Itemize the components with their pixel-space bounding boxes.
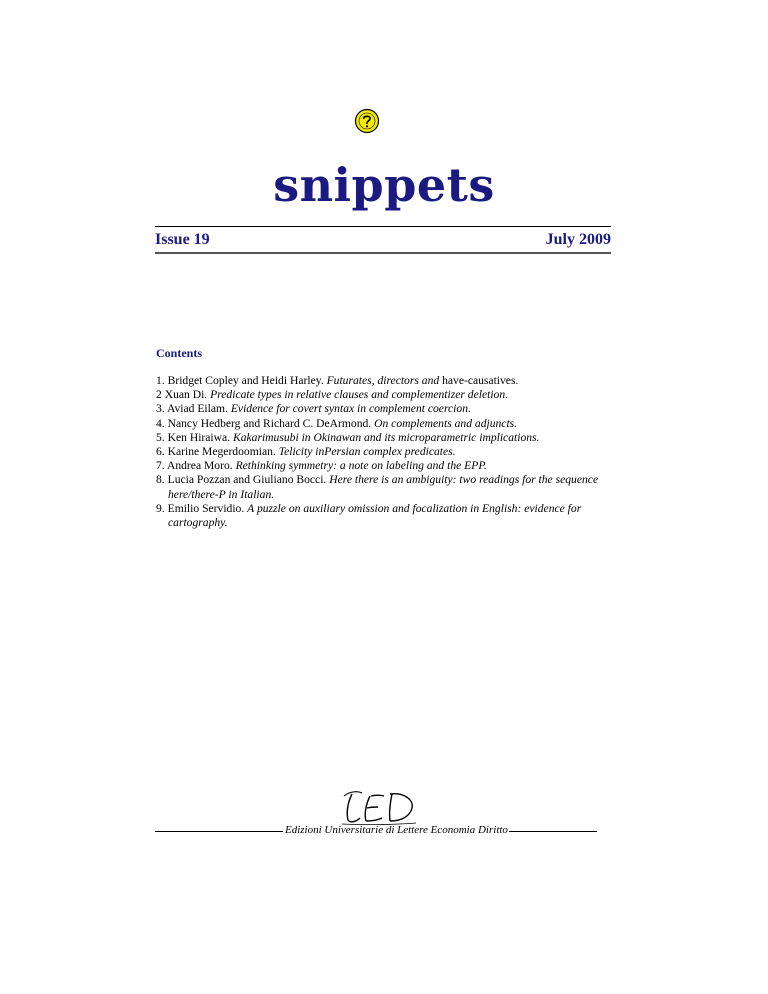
item-authors: Ken Hiraiwa. xyxy=(167,430,231,444)
contents-item xyxy=(156,502,616,530)
issue-date: July 2009 xyxy=(545,231,611,248)
item-title-extra: have-causatives. xyxy=(442,374,519,387)
item-title: A puzzle on auxiliary omission and focalization in English: evidence for cartography. xyxy=(168,501,582,530)
contents-item xyxy=(156,388,616,402)
item-number: 9. xyxy=(156,501,165,515)
publisher-rule-left xyxy=(155,831,283,832)
contents-item xyxy=(156,374,616,388)
item-number: 5. xyxy=(156,430,165,444)
item-authors: Bridget Copley and Heidi Harley. xyxy=(167,374,324,387)
led-logo xyxy=(340,788,420,828)
contents-item xyxy=(156,402,616,416)
item-title: Futurates, directors and xyxy=(326,374,440,387)
issue-bar xyxy=(155,226,611,254)
item-number: 4. xyxy=(156,416,165,430)
item-number: 1. xyxy=(156,374,165,387)
publisher-block xyxy=(155,788,597,848)
contents-item xyxy=(156,417,616,431)
item-title: Evidence for covert syntax in complement coercion. xyxy=(230,402,471,416)
item-authors: Xuan Di. xyxy=(164,388,208,402)
journal-title: snippets xyxy=(273,158,495,212)
question-mark-icon xyxy=(354,108,380,134)
item-authors: Aviad Eilam. xyxy=(166,402,228,416)
item-title: Here there is an ambiguity: two readings for the sequence here/there-P in Italian. xyxy=(168,473,599,501)
issue-number: Issue 19 xyxy=(155,231,210,248)
contents-item xyxy=(156,431,616,445)
contents-heading: Contents xyxy=(156,346,203,360)
contents-item xyxy=(156,459,616,473)
item-authors: Lucia Pozzan and Giuliano Bocci. xyxy=(167,473,327,487)
item-title: Kakarimusubi in Okinawan and its microparametric implications. xyxy=(232,430,540,444)
item-authors: Andrea Moro. xyxy=(166,459,233,473)
publisher-name: Edizioni Universitarie di Lettere Economia Diritto xyxy=(285,824,508,836)
item-number: 6. xyxy=(156,445,165,459)
item-authors: Karine Megerdoomian. xyxy=(167,445,276,459)
item-authors: Nancy Hedberg and Richard C. DeArmond. xyxy=(167,416,372,430)
item-number: 3. xyxy=(156,402,165,416)
item-title: Rethinking symmetry: a note on labeling and the EPP. xyxy=(235,459,487,473)
item-title: Predicate types in relative clauses and complementizer deletion. xyxy=(210,388,509,402)
contents-item xyxy=(156,473,616,501)
item-number: 7. xyxy=(156,459,165,473)
publisher-rule-right xyxy=(509,831,597,832)
contents-item xyxy=(156,445,616,459)
contents-list xyxy=(156,374,616,530)
item-authors: Emilio Servidio. xyxy=(167,501,245,515)
item-title: Telicity inPersian complex predicates. xyxy=(278,445,456,459)
item-title: On complements and adjuncts. xyxy=(374,416,518,430)
item-number: 2 xyxy=(156,388,162,402)
item-number: 8. xyxy=(156,473,165,487)
